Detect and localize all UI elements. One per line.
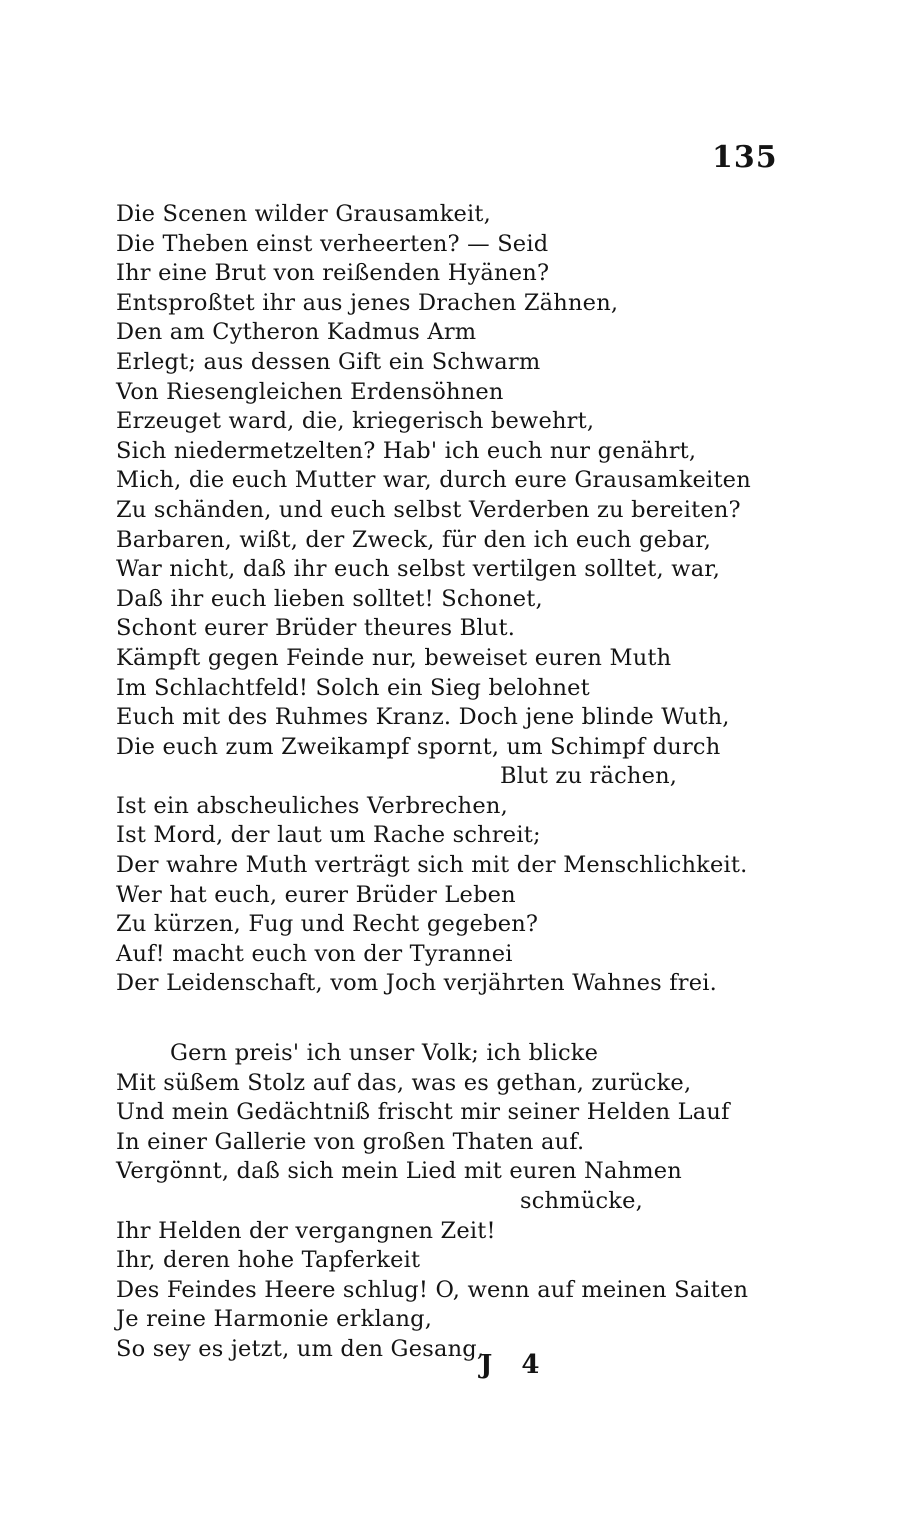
poem-line: Vergönnt, daß sich mein Lied mit euren Nahmen bbox=[116, 1158, 682, 1185]
poem-line: Auf! macht euch von der Tyrannei bbox=[116, 940, 513, 967]
poem-line: Entsproßtet ihr aus jenes Drachen Zähnen, bbox=[116, 289, 619, 316]
poem-line: Barbaren, wißt, der Zweck, für den ich euch gebar, bbox=[116, 526, 712, 553]
poem-line: Erzeuget ward, die, kriegerisch bewehrt, bbox=[116, 408, 595, 435]
poem-line: Ihr, deren hohe Tapferkeit bbox=[116, 1247, 421, 1274]
poem-line: Kämpft gegen Feinde nur, beweiset euren Muth bbox=[116, 644, 672, 671]
poem-line: Den am Cytheron Kadmus Arm bbox=[116, 319, 477, 346]
poem-line: Und mein Gedächtniß frischt mir seiner Helden Lauf bbox=[116, 1099, 730, 1126]
stanza-gap bbox=[116, 999, 776, 1039]
poem-line: Im Schlachtfeld! Solch ein Sieg belohnet bbox=[116, 674, 590, 701]
poem-line: Von Riesengleichen Erdensöhnen bbox=[116, 378, 504, 405]
poem-line: Je reine Harmonie erklang, bbox=[116, 1306, 433, 1333]
poem-line: Erlegt; aus dessen Gift ein Schwarm bbox=[116, 348, 541, 375]
poem-line: Der wahre Muth verträgt sich mit der Menschlichkeit. bbox=[116, 852, 748, 879]
poem-line: Ist ein abscheuliches Verbrechen, bbox=[116, 792, 508, 819]
poem-line: Mit süßem Stolz auf das, was es gethan, zurücke, bbox=[116, 1069, 692, 1096]
poem-line-indented: Gern preis' ich unser Volk; ich blicke bbox=[170, 1040, 599, 1067]
poem-line: Die Scenen wilder Grausamkeit, bbox=[116, 201, 492, 227]
poem-line: Ist Mord, der laut um Rache schreit; bbox=[116, 822, 541, 849]
poem-line: Zu kürzen, Fug und Recht gegeben? bbox=[116, 911, 539, 938]
poem-line: Ihr eine Brut von reißenden Hyänen? bbox=[116, 260, 550, 287]
poem-line: Des Feindes Heere schlug! O, wenn auf meinen Saiten bbox=[116, 1276, 749, 1303]
poem-line: In einer Gallerie von großen Thaten auf. bbox=[116, 1128, 585, 1155]
poem-line-continuation: Blut zu rächen, bbox=[500, 763, 678, 790]
poem-line: Wer hat euch, eurer Brüder Leben bbox=[116, 881, 516, 908]
poem-line: Zu schänden, und euch selbst Verderben zu bereiten? bbox=[116, 496, 741, 523]
poem-line: Die euch zum Zweikampf spornt, um Schimpf durch bbox=[116, 733, 721, 760]
poem-line: Schont eurer Brüder theures Blut. bbox=[116, 615, 516, 642]
poem-line: Der Leidenschaft, vom Joch verjährten Wahnes frei. bbox=[116, 970, 717, 997]
poem-line: So sey es jetzt, um den Gesang, bbox=[116, 1335, 485, 1362]
poem-text bbox=[116, 200, 776, 1365]
poem-line: Sich niedermetzelten? Hab' ich euch nur genährt, bbox=[116, 437, 697, 464]
poem-line: War nicht, daß ihr euch selbst vertilgen solltet, war, bbox=[116, 556, 721, 583]
poem-line: Die Theben einst verheerten? — Seid bbox=[116, 230, 549, 257]
page-number: 135 bbox=[712, 140, 778, 175]
poem-line: Ihr Helden der vergangnen Zeit! bbox=[116, 1217, 496, 1244]
poem-line: Euch mit des Ruhmes Kranz. Doch jene blinde Wuth, bbox=[116, 704, 730, 731]
poem-line: Mich, die euch Mutter war, durch eure Grausamkeiten bbox=[116, 467, 751, 494]
signature-mark: J 4 bbox=[480, 1350, 550, 1380]
poem-line: Daß ihr euch lieben solltet! Schonet, bbox=[116, 585, 543, 612]
poem-line-continuation: schmücke, bbox=[520, 1188, 643, 1214]
